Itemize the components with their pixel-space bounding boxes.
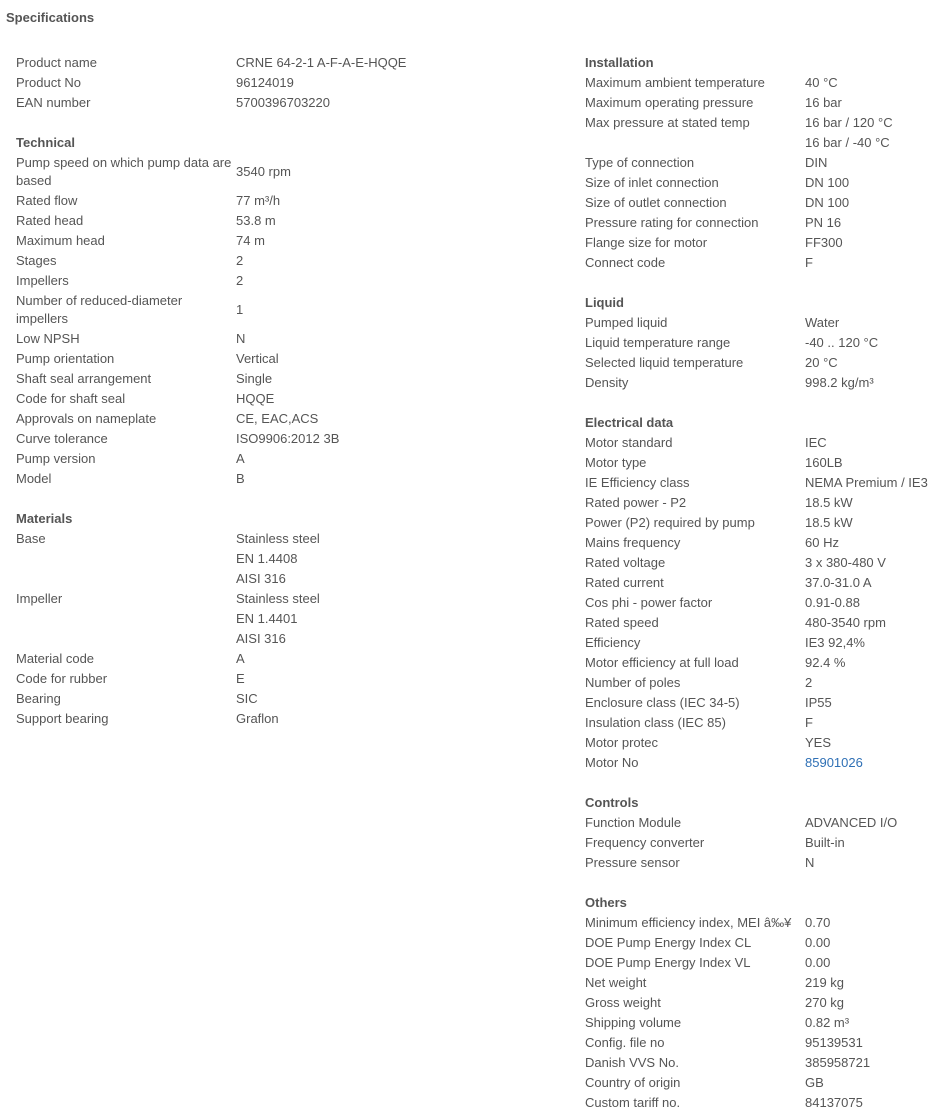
spec-value-line: B [236,471,245,486]
spec-value-line: 92.4 % [805,655,846,670]
spec-value [805,993,844,1013]
spec-row [585,453,932,473]
spec-row [585,353,932,373]
spec-value [805,813,897,833]
spec-label: Number of poles [585,675,681,690]
spec-label: Danish VVS No. [585,1055,679,1070]
spec-label: Model [16,471,52,486]
spec-value [805,933,830,953]
spec-value-line: F [805,715,813,730]
spec-value [805,233,843,253]
spec-value-line: 18.5 kW [805,515,853,530]
section-spacer [585,393,932,413]
spec-value-line: ISO9906:2012 3B [236,431,340,446]
section-title-installation: Installation [585,55,654,70]
spec-value [236,211,276,231]
spec-value [236,529,320,589]
spec-label: Impeller [16,591,63,606]
spec-value-line: 20 °C [805,355,838,370]
spec-label: Code for rubber [16,671,108,686]
spec-value-line: EN 1.4408 [236,551,298,566]
spec-label: Function Module [585,815,682,830]
spec-value [805,853,814,873]
spec-value [805,953,830,973]
spec-value [805,373,874,393]
spec-value-line: F [805,255,813,270]
spec-label: Pump orientation [16,351,115,366]
spec-row [16,329,556,349]
spec-label: DOE Pump Energy Index VL [585,955,751,970]
spec-label: Density [585,375,629,390]
spec-row [16,211,556,231]
spec-value-line: A [236,651,245,666]
spec-row [16,529,556,589]
spec-value [805,113,893,153]
spec-value [805,73,838,93]
section-spacer [585,773,932,793]
spec-row [585,1073,932,1093]
spec-label: Pump speed on which pump data are based [16,155,232,188]
spec-value-line: YES [805,735,832,750]
spec-value [236,589,320,649]
spec-row [16,53,556,73]
spec-value-line: IEC [805,435,827,450]
spec-value [805,913,830,933]
spec-row [585,553,932,573]
spec-label: Rated voltage [585,555,666,570]
spec-label: Motor protec [585,735,658,750]
spec-row [16,271,556,291]
spec-label: Number of reduced-diameter impellers [16,293,183,326]
spec-value [236,429,339,449]
spec-value-line: 0.00 [805,935,831,950]
spec-row [16,389,556,409]
spec-row [585,73,932,93]
spec-value-line: 0.70 [805,915,831,930]
spec-label: Motor type [585,455,647,470]
spec-label: EAN number [16,95,91,110]
spec-label: Cos phi - power factor [585,595,713,610]
spec-value-line: 0.82 m³ [805,1015,850,1030]
spec-value-line: 0.00 [805,955,831,970]
spec-value [805,153,827,173]
spec-value-line: EN 1.4401 [236,611,298,626]
spec-value [805,733,831,753]
motor-number-link[interactable]: 85901026 [805,755,863,770]
spec-row [16,291,556,329]
spec-value [236,709,279,729]
spec-label: Rated flow [16,193,78,208]
spec-value [805,513,853,533]
spec-row [16,689,556,709]
spec-value [236,93,330,113]
spec-label: Size of outlet connection [585,195,727,210]
spec-row [585,913,932,933]
spec-row [585,833,932,853]
spec-value [805,593,860,613]
spec-row [16,231,556,251]
spec-label: Mains frequency [585,535,681,550]
spec-value-line: GB [805,1075,824,1090]
spec-value-line: A [236,451,245,466]
spec-label: Max pressure at stated temp [585,115,750,130]
spec-value-line: 53.8 m [236,213,276,228]
spec-row [585,973,932,993]
section-title-controls: Controls [585,795,639,810]
spec-value [236,153,291,191]
spec-value [805,333,878,353]
spec-value [236,231,265,251]
spec-value-line: Built-in [805,835,845,850]
spec-value [236,329,245,349]
spec-label: Motor No [585,755,639,770]
spec-value-line: 0.91-0.88 [805,595,860,610]
spec-row [16,649,556,669]
spec-value [805,973,844,993]
spec-value [236,251,243,271]
spec-row [585,1093,932,1113]
spec-row [16,669,556,689]
spec-value-line: 5700396703220 [236,95,330,110]
spec-value [805,533,839,553]
spec-value [236,409,318,429]
spec-label: Motor standard [585,435,673,450]
spec-value-line: 16 bar / -40 °C [805,135,890,150]
spec-value-line: -40 .. 120 °C [805,335,879,350]
spec-value [805,1013,849,1033]
section-title-liquid: Liquid [585,295,624,310]
spec-value [805,833,845,853]
spec-row [585,373,932,393]
spec-label: Config. file no [585,1035,665,1050]
spec-value-line: 2 [236,253,244,268]
spec-value-line: DN 100 [805,195,850,210]
spec-value [805,633,865,653]
spec-value [236,53,406,73]
section-spacer [585,273,932,293]
spec-value [236,469,245,489]
spec-label: Gross weight [585,995,661,1010]
spec-label: Curve tolerance [16,431,108,446]
spec-value [805,1053,870,1073]
spec-label: Product No [16,75,82,90]
spec-row [585,1053,932,1073]
spec-row [16,449,556,469]
spec-value-line: 96124019 [236,75,294,90]
spec-value [236,669,245,689]
spec-value-line: AISI 316 [236,631,286,646]
spec-row [585,1013,932,1033]
spec-value-line: 219 kg [805,975,845,990]
spec-value-line: Single [236,371,273,386]
spec-value-line: CE, EAC,ACS [236,411,319,426]
spec-label: Rated current [585,575,664,590]
spec-row [585,573,932,593]
spec-value-line: PN 16 [805,215,842,230]
spec-value [805,173,849,193]
spec-value-line: 385958721 [805,1055,871,1070]
spec-value [805,1073,824,1093]
spec-value-line: 480-3540 rpm [805,615,886,630]
spec-value-line: 2 [236,273,244,288]
spec-label: Bearing [16,691,61,706]
spec-label: Minimum efficiency index, MEI â‰¥ [585,915,792,930]
spec-value-line: FF300 [805,235,843,250]
spec-value-line: Stainless steel [236,531,320,546]
spec-value-line: NEMA Premium / IE3 [805,475,928,490]
spec-row [585,993,932,1013]
section-title-electrical-data: Electrical data [585,415,674,430]
spec-value [805,653,845,673]
spec-value [805,313,839,333]
spec-value-line: IE3 92,4% [805,635,865,650]
spec-value [805,753,863,773]
spec-row [585,593,932,613]
spec-label: Shipping volume [585,1015,682,1030]
spec-row [585,933,932,953]
section-title-materials: Materials [16,511,73,526]
spec-row [585,713,932,733]
spec-value-line: 37.0-31.0 A [805,575,872,590]
spec-row [16,153,556,191]
spec-row [585,953,932,973]
spec-value-line: 998.2 kg/m³ [805,375,874,390]
spec-value-line: 3540 rpm [236,164,291,179]
spec-label: Code for shaft seal [16,391,126,406]
spec-row [585,93,932,113]
spec-row [16,349,556,369]
spec-label: Flange size for motor [585,235,708,250]
spec-value [805,573,872,593]
spec-row [585,213,932,233]
spec-value-line: 16 bar [805,95,842,110]
spec-label: Size of inlet connection [585,175,719,190]
spec-row [585,433,932,453]
spec-value-line: ADVANCED I/O [805,815,898,830]
spec-row [16,73,556,93]
spec-row [585,633,932,653]
spec-value [236,369,272,389]
spec-row [585,193,932,213]
section-spacer [585,873,932,893]
spec-value-line: 2 [805,675,813,690]
spec-value-line: 40 °C [805,75,838,90]
spec-row [585,673,932,693]
spec-label: Frequency converter [585,835,705,850]
spec-value-line: 3 x 380-480 V [805,555,886,570]
spec-label: Maximum operating pressure [585,95,754,110]
spec-row [585,1033,932,1053]
spec-row [585,733,932,753]
spec-row [585,753,932,773]
spec-row [585,173,932,193]
spec-value [805,1033,863,1053]
spec-value-line: 18.5 kW [805,495,853,510]
spec-value-line: HQQE [236,391,275,406]
spec-value-line: Vertical [236,351,279,366]
section-title-others: Others [585,895,627,910]
spec-label: Approvals on nameplate [16,411,157,426]
spec-value [805,213,841,233]
spec-value-line: 77 m³/h [236,193,281,208]
spec-row [585,693,932,713]
spec-value-line: 270 kg [805,995,845,1010]
spec-value-line: SIC [236,691,258,706]
spec-label: Enclosure class (IEC 34-5) [585,695,740,710]
spec-row [585,653,932,673]
spec-label: Pressure sensor [585,855,680,870]
spec-value-line: N [805,855,815,870]
spec-label: Connect code [585,255,666,270]
spec-row [16,251,556,271]
spec-label: Efficiency [585,635,641,650]
spec-row [585,493,932,513]
spec-label: Motor efficiency at full load [585,655,739,670]
spec-row [16,429,556,449]
spec-row [585,813,932,833]
spec-value-line: 74 m [236,233,265,248]
spec-label: Liquid temperature range [585,335,731,350]
specs-right-column [585,53,932,1113]
spec-row [16,93,556,113]
spec-value-line: 84137075 [805,1095,863,1110]
spec-value [236,689,258,709]
spec-value [805,433,827,453]
spec-value [805,553,886,573]
spec-label: Base [16,531,46,546]
spec-value [236,73,294,93]
spec-value [805,473,928,493]
spec-label: Net weight [585,975,647,990]
spec-row [585,613,932,633]
spec-row [585,153,932,173]
spec-row [585,253,932,273]
spec-value-line: 16 bar / 120 °C [805,115,893,130]
spec-row [585,333,932,353]
spec-label: Product name [16,55,97,70]
spec-value [805,493,853,513]
spec-row [585,473,932,493]
spec-value [236,191,280,211]
spec-value [236,649,245,669]
spec-label: Country of origin [585,1075,681,1090]
spec-label: Selected liquid temperature [585,355,744,370]
spec-value-line: DN 100 [805,175,850,190]
spec-value-line: CRNE 64-2-1 A-F-A-E-HQQE [236,55,407,70]
spec-value-line: AISI 316 [236,571,286,586]
spec-value [805,193,849,213]
spec-row [585,513,932,533]
spec-label: Pressure rating for connection [585,215,759,230]
spec-value-line: DIN [805,155,828,170]
section-spacer [16,489,556,509]
spec-row [16,469,556,489]
spec-label: Rated head [16,213,84,228]
spec-label: Type of connection [585,155,695,170]
spec-value [236,271,243,291]
spec-value-line: Water [805,315,840,330]
spec-value [236,449,245,469]
spec-value [805,353,838,373]
spec-value-line: 60 Hz [805,535,839,550]
spec-label: Rated power - P2 [585,495,687,510]
spec-label: Low NPSH [16,331,80,346]
spec-label: Maximum ambient temperature [585,75,765,90]
spec-value [236,349,279,369]
spec-row [16,709,556,729]
spec-value-line: 160LB [805,455,843,470]
page-title: Specifications [6,10,95,25]
spec-row [585,853,932,873]
spec-label: Shaft seal arrangement [16,371,152,386]
spec-value-line: 1 [236,302,244,317]
spec-value [805,693,832,713]
spec-label: Power (P2) required by pump [585,515,755,530]
spec-value [236,291,243,329]
spec-label: Maximum head [16,233,105,248]
spec-label: IE Efficiency class [585,475,690,490]
spec-value-line: N [236,331,246,346]
spec-row [585,113,932,153]
spec-value [236,389,274,409]
spec-value [805,1093,863,1113]
spec-label: Material code [16,651,95,666]
spec-label: Stages [16,253,57,268]
specs-left-column [16,53,556,729]
spec-value [805,673,812,693]
spec-row [16,409,556,429]
spec-value-line: Graflon [236,711,279,726]
spec-label: Impellers [16,273,69,288]
spec-row [16,191,556,211]
spec-value-line: E [236,671,245,686]
spec-value-line: 95139531 [805,1035,863,1050]
spec-label: Support bearing [16,711,109,726]
spec-label: Pump version [16,451,96,466]
spec-label: Custom tariff no. [585,1095,681,1110]
spec-label: Insulation class (IEC 85) [585,715,726,730]
spec-row [585,233,932,253]
spec-row [16,369,556,389]
spec-value [805,613,886,633]
spec-value [805,253,813,273]
section-title-technical: Technical [16,135,76,150]
spec-value [805,93,842,113]
spec-row [585,533,932,553]
spec-label: Pumped liquid [585,315,668,330]
spec-value [805,713,813,733]
spec-row [16,589,556,649]
spec-value [805,453,843,473]
spec-label: Rated speed [585,615,659,630]
spec-row [585,313,932,333]
spec-value-line: Stainless steel [236,591,320,606]
spec-value-line: IP55 [805,695,832,710]
section-spacer [16,113,556,133]
spec-label: DOE Pump Energy Index CL [585,935,752,950]
